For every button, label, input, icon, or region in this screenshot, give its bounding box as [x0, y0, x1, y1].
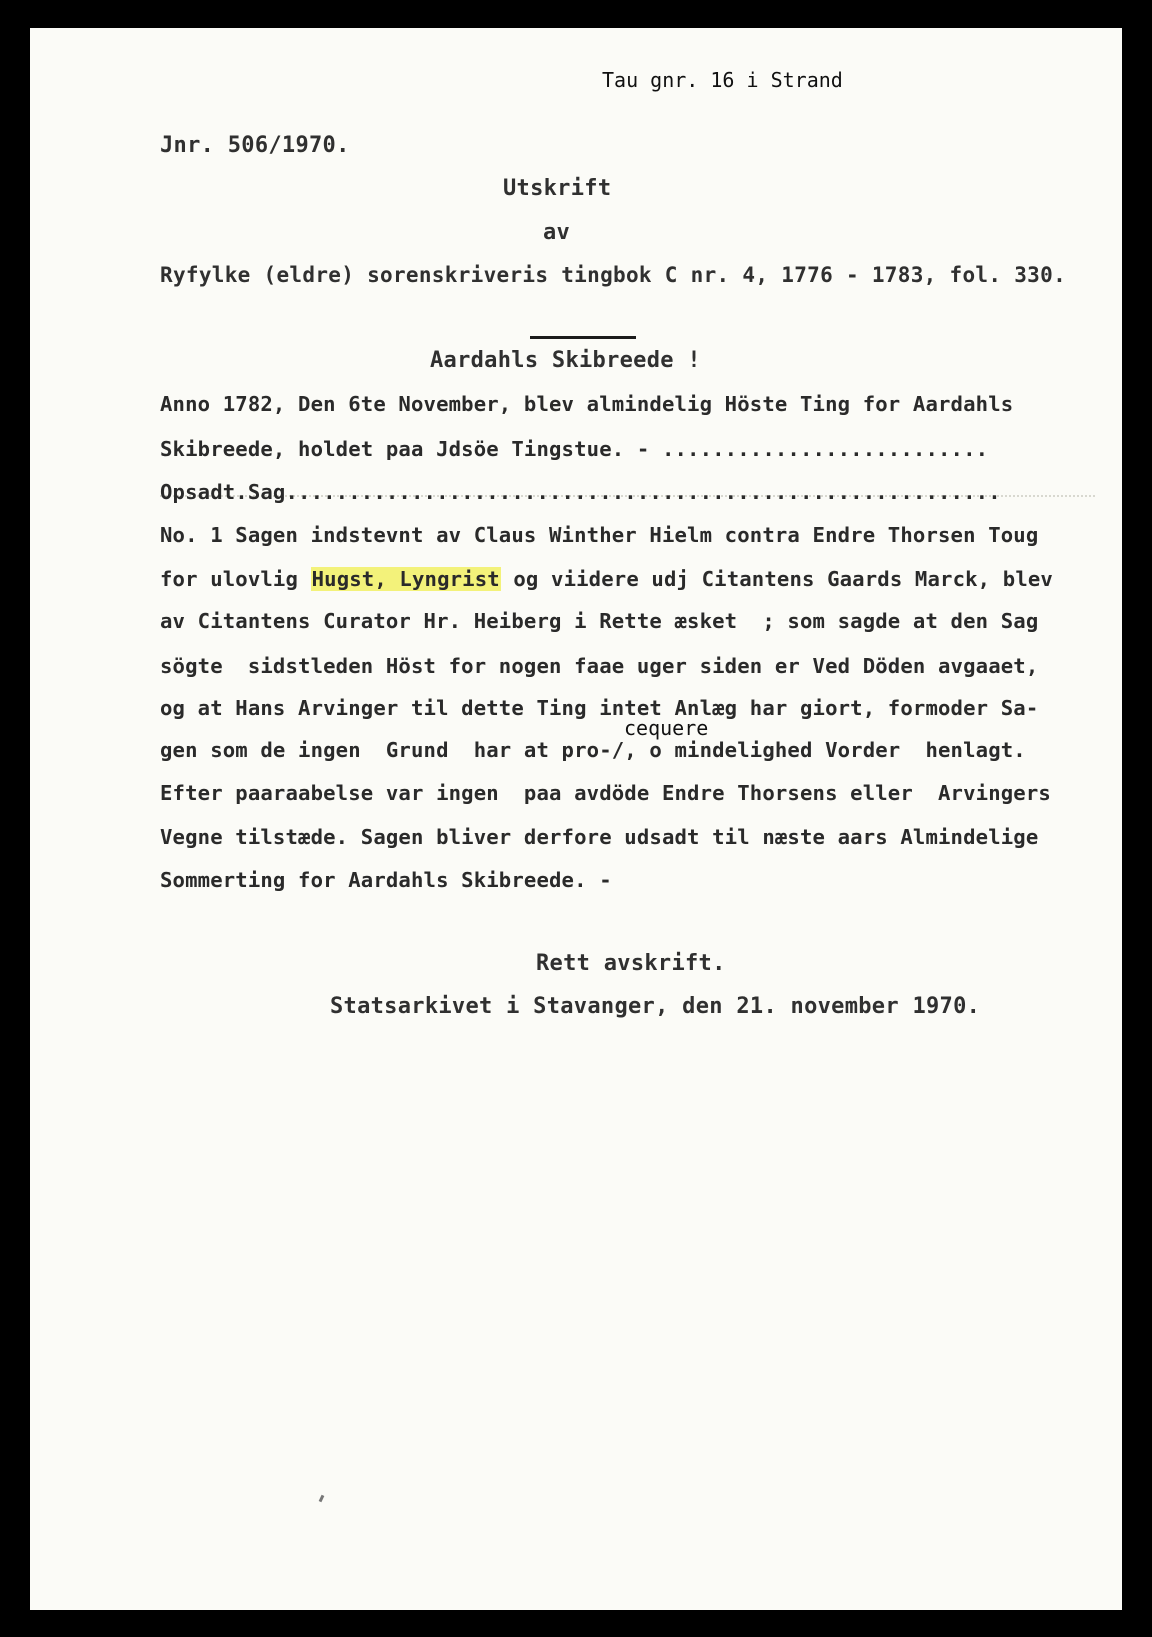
journal-number: Jnr. 506/1970.: [160, 133, 350, 158]
body-line: gen som de ingen Grund har at pro-/, o mindelighed Vorder henlagt.: [160, 738, 1026, 762]
district-heading: Aardahls Skibreede !: [430, 348, 701, 373]
body-line: Efter paaraabelse var ingen paa avdöde Endre Thorsens eller Arvingers: [160, 781, 1051, 805]
stray-pen-mark: [319, 1495, 325, 1503]
divider-rule: [530, 336, 636, 339]
certification: Rett avskrift.: [536, 951, 726, 976]
body-line: No. 1 Sagen indstevnt av Claus Winther Hielm contra Endre Thorsen Toug: [160, 523, 1039, 547]
document-title: Utskrift: [503, 176, 612, 201]
document-page: [30, 28, 1122, 1610]
body-line: Anno 1782, Den 6te November, blev almindelig Höste Ting for Aardahls: [160, 392, 1014, 416]
title-connector: av: [543, 220, 571, 245]
body-line: sögte sidstleden Höst for nogen faae uger siden er Ved Döden avgaaet,: [160, 654, 1039, 678]
body-line: Sommerting for Aardahls Skibreede. -: [160, 868, 612, 892]
body-text-segment: for ulovlig: [160, 567, 311, 591]
header-note: Tau gnr. 16 i Strand: [602, 68, 843, 92]
body-text-segment: og viidere udj Citantens Gaards Marck, blev: [500, 567, 1053, 591]
title-source: Ryfylke (eldre) sorenskriveris tingbok C nr. 4, 1776 - 1783, fol. 330.: [160, 263, 1067, 287]
highlighted-text: Hugst, Lyngrist: [311, 567, 500, 591]
handwritten-insertion: cequere: [624, 716, 709, 740]
place-date: Statsarkivet i Stavanger, den 21. november 1970.: [330, 994, 981, 1019]
body-line: av Citantens Curator Hr. Heiberg i Rette æsket ; som sagde at den Sag: [160, 609, 1039, 633]
body-line: og at Hans Arvinger til dette Ting intet Anlæg har giort, formoder Sa-: [160, 696, 1039, 720]
body-line: Vegne tilstæde. Sagen bliver derfore udsadt til næste aars Almindelige: [160, 825, 1039, 849]
body-line: Opsadt.Sag.........................................................: [160, 480, 1001, 504]
body-line: Skibreede, holdet paa Jdsöe Tingstue. - ..........................: [160, 437, 989, 461]
body-line-highlighted: [160, 569, 1053, 590]
